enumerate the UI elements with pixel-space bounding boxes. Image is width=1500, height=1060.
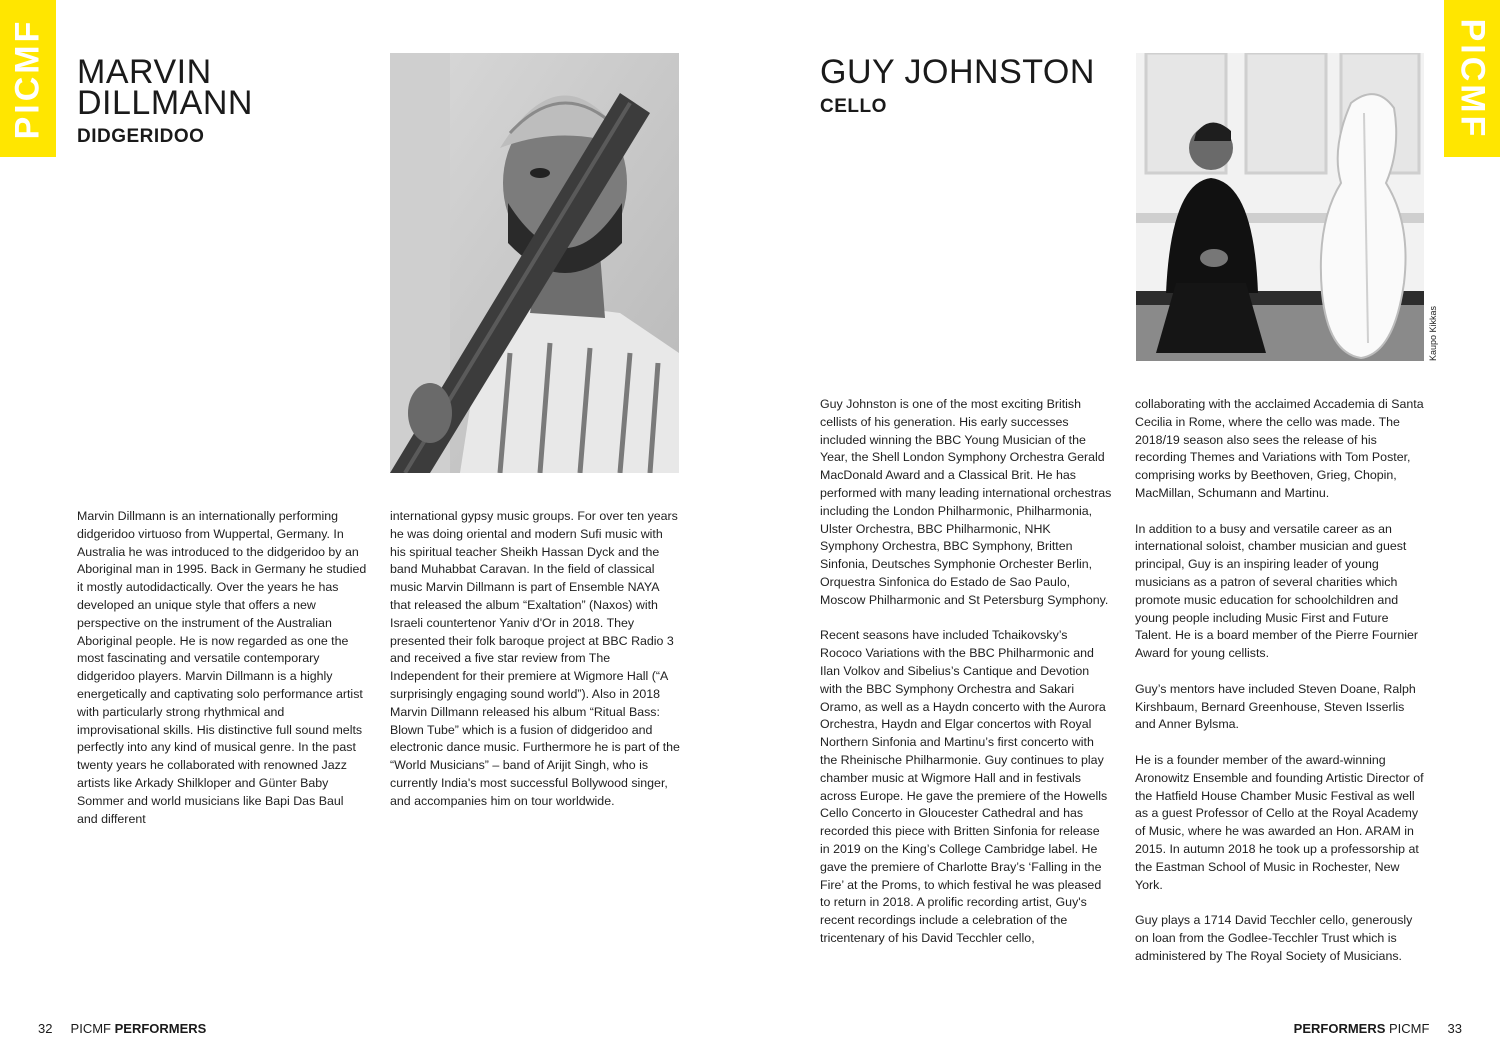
page-number-left: 32	[38, 1021, 53, 1036]
bio-paragraph: Marvin Dillmann is an internationally performing didgeridoo virtuoso from Wuppertal, Germany. In Australia he was introduced to the didgeridoo by an Aboriginal man in 1995. Back in Germany he studied it mostly autodidactically. Over the years he has developed an unique style that offers a new perspective on the instrument of the Australian Aboriginal people. He is now regarded as one the most fascinating and versatile contemporary didgeridoo players. Marvin Dillmann is a highly energetically and captivating solo performance artist with particularly strong rhythmical and improvisational skills. His distinctive full sound melts perfectly into any kind of musical genre. In the past twenty years he collaborated with renowned Jazz artists like Arkady Shilkloper and Günter Baby Sommer and world musicians like Bapi Das Baul and different	[77, 509, 367, 826]
bio-paragraph: He is a founder member of the award-winning Aronowitz Ensemble and founding Artistic Director of the Hatfield House Chamber Music Festival as well as a guest Professor of Cello at the Royal Academy of Music, where he was awarded an Hon. ARAM in 2015. In autumn 2018 he took up a professorship at the Eastman School of Music in Rochester, New York.	[1135, 752, 1424, 892]
picmf-tab-label: PICMF	[1453, 18, 1492, 139]
performer-name-guy-johnston: GUY JOHNSTON	[820, 53, 1095, 91]
footer-left	[38, 1021, 206, 1036]
portrait-photo-didgeridoo-player-icon	[390, 53, 679, 473]
footer-brand-left: PICMF	[70, 1021, 111, 1036]
bio-paragraph: Guy’s mentors have included Steven Doane, Ralph Kirshbaum, Bernard Greenhouse, Steven Isserlis and Anner Bylsma.	[1135, 681, 1416, 732]
name-line-2: DILLMANN	[77, 84, 253, 122]
bio-column-2-marvin	[390, 508, 682, 828]
photo-credit: Kaupo Kikkas	[1428, 305, 1438, 361]
bio-column-1-marvin	[77, 508, 367, 846]
bio-paragraph: Guy Johnston is one of the most exciting British cellists of his generation. His early successes included winning the BBC Young Musician of the Year, the Shell London Symphony Orchestra Gerald MacDonald Award and a Classical Brit. He has performed with many leading international orchestras including the London Philharmonic, Philharmonia, Ulster Orchestra, BBC Philharmonic, NHK Symphony Orchestra, BBC Symphony, Britten Sinfonia, Deutsches Symphonie Orchester Berlin, Orquestra Sinfonica do Estado de Sao Paulo, Moscow Philharmonic and St Petersburg Symphony.	[820, 397, 1112, 607]
instrument-label-didgeridoo: DIDGERIDOO	[77, 126, 205, 147]
portrait-photo-cellist-with-case-icon	[1136, 53, 1424, 361]
footer-brand-right: PICMF	[1389, 1021, 1430, 1036]
bio-paragraph: In addition to a busy and versatile career as an international soloist, chamber musician and guest principal, Guy is an inspiring leader of young musicians as a patron of several charities which promote music education for schoolchildren and young people including Music First and Future Talent. He is a board member of the Pierre Fournier Award for young cellists.	[1135, 521, 1419, 661]
bio-paragraph: Guy plays a 1714 David Tecchler cello, generously on loan from the Godlee-Tecchler Trust which is administered by The Royal Society of Musicians.	[1135, 913, 1413, 963]
bio-paragraph: international gypsy music groups. For over ten years he was doing oriental and modern Sufi music with his spiritual teacher Sheikh Hassan Dyck and the band Muhabbat Caravan. In the field of classical music Marvin Dillmann is part of Ensemble NAYA that released the album “Exaltation” (Naxos) with Israeli countertenor Yaniv d'Or in 2018. They presented their folk baroque project at BBC Radio 3 and received a five star review from The Independent for their premiere at Wigmore Hall (“A surprisingly engaging sound world”). Also in 2018 Marvin Dillmann released his album “Ritual Bass: Blown Tube” which is a fusion of didgeridoo and electronic dance music. Furthermore he is part of the “World Musicians” – band of Arijit Singh, who is currently India's most successful Bollywood singer, and accompanies him on tour worldwide.	[390, 509, 680, 808]
bio-paragraph: Recent seasons have included Tchaikovsky’s Rococo Variations with the BBC Philharmonic and Ilan Volkov and Sibelius’s Cantique and Devotion with the BBC Symphony Orchestra and Sakari Oramo, as well as a Haydn concerto with the Aurora Orchestra, Haydn and Elgar concertos with Royal Northern Sinfonia and Martinu’s first concerto with the Rheinische Philharmonie. Guy continues to play chamber music at Wigmore Hall and in festivals across Europe. He gave the premiere of the Howells Cello Concerto in Gloucester Cathedral and has recorded this piece with Britten Sinfonia for release in 2019 on the King’s College Cambridge label. He gave the premiere of Charlotte Bray’s ‘Falling in the Fire’ at the Proms, to which festival he was pleased to return in 2018. A prolific recording artist, Guy's recent recordings include a celebration of the tricentenary of his David Tecchler cello,	[820, 628, 1108, 945]
footer-right	[1294, 1021, 1462, 1036]
page-number-right: 33	[1447, 1021, 1462, 1036]
picmf-tab-left	[0, 0, 56, 157]
bio-paragraph: collaborating with the acclaimed Accademia di Santa Cecilia in Rome, where the cello was made. The 2018/19 season also sees the release of his recording Themes and Variations with Tom Poster, comprising works by Beethoven, Grieg, Chopin, MacMillan, Schumann and Martinu.	[1135, 397, 1424, 500]
bio-column-1-guy	[820, 396, 1112, 966]
instrument-label-cello: CELLO	[820, 96, 887, 117]
footer-section-right: PERFORMERS	[1293, 1021, 1386, 1036]
performer-name-marvin-dillmann	[77, 53, 253, 122]
picmf-tab-right	[1444, 0, 1500, 157]
bio-column-2-guy	[1135, 396, 1427, 983]
picmf-tab-label: PICMF	[8, 18, 47, 139]
name-line-1: MARVIN	[77, 53, 212, 91]
footer-section-left: PERFORMERS	[114, 1021, 207, 1036]
